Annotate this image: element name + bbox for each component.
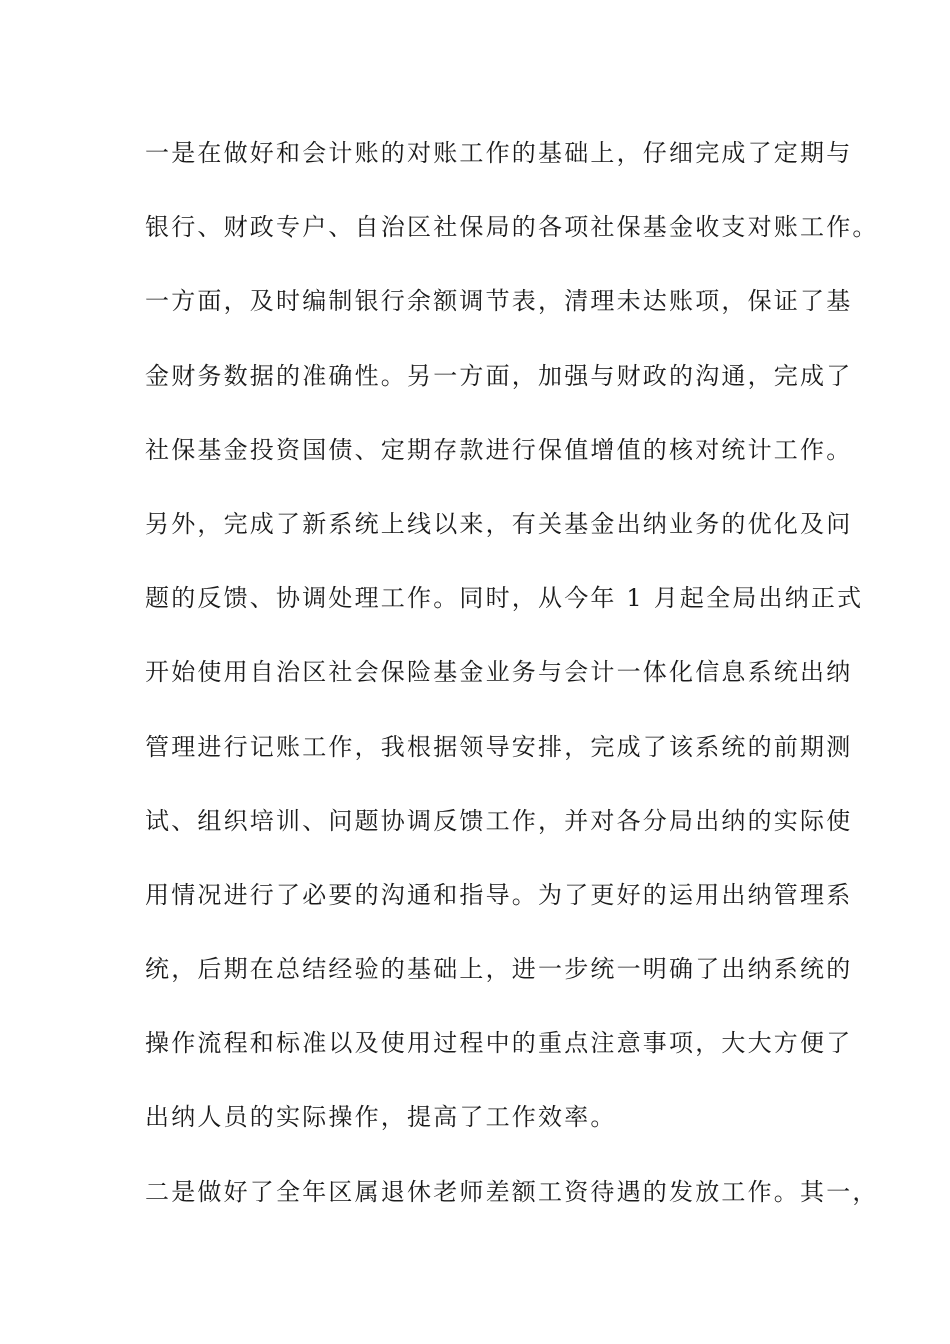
- text-line: 试、组织培训、问题协调反馈工作，并对各分局出纳的实际使: [145, 806, 853, 835]
- text-line: 另外，完成了新系统上线以来，有关基金出纳业务的优化及问: [145, 509, 853, 538]
- body-text: [145, 133, 879, 1246]
- text-line: 出纳人员的实际操作，提高了工作效率。: [145, 1103, 617, 1132]
- text-line: 一方面，及时编制银行余额调节表，清理未达账项，保证了基: [145, 287, 853, 316]
- text-line: 银行、财政专户、自治区社保局的各项社保基金收支对账工作。: [145, 213, 879, 242]
- text-line: 操作流程和标准以及使用过程中的重点注意事项，大大方便了: [145, 1029, 853, 1058]
- text-line: 开始使用自治区社会保险基金业务与会计一体化信息系统出纳: [145, 658, 853, 687]
- text-line: 统，后期在总结经验的基础上，进一步统一明确了出纳系统的: [145, 955, 853, 984]
- text-line: 用情况进行了必要的沟通和指导。为了更好的运用出纳管理系: [145, 880, 853, 909]
- text-line: 管理进行记账工作，我根据领导安排，完成了该系统的前期测: [145, 732, 853, 761]
- text-line: 二是做好了全年区属退休老师差额工资待遇的发放工作。其一，: [145, 1177, 879, 1206]
- text-line: 金财务数据的准确性。另一方面，加强与财政的沟通，完成了: [145, 361, 853, 390]
- text-line: 题的反馈、协调处理工作。同时，从今年 1 月起全局出纳正式: [145, 584, 864, 613]
- text-line: 一是在做好和会计账的对账工作的基础上，仔细完成了定期与: [145, 139, 853, 167]
- text-line: 社保基金投资国债、定期存款进行保值增值的核对统计工作。: [145, 435, 853, 464]
